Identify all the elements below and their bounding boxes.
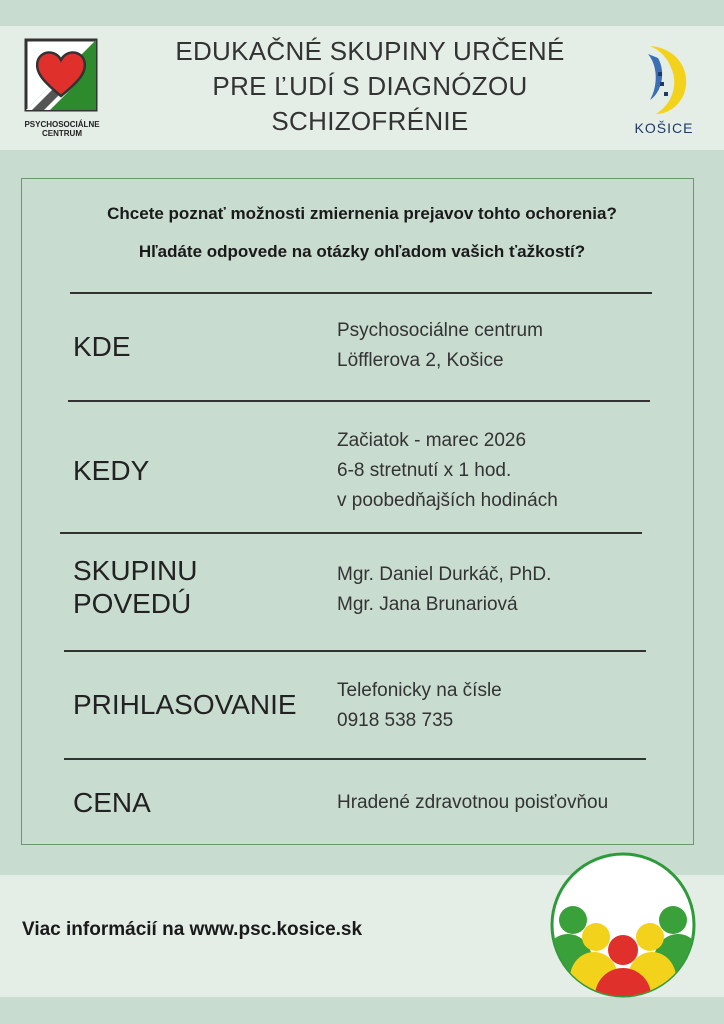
value-line: Telefonicky na čísle <box>337 680 502 701</box>
label-line: CENA <box>73 787 151 818</box>
logo-right-caption: KOŠICE <box>634 120 694 136</box>
header-band <box>0 26 724 150</box>
label-line: KDE <box>73 331 131 362</box>
row-value-cena <box>337 788 608 818</box>
intro-question: Hľadáte odpovede na otázky ohľadom vašich ťažkostí? <box>138 242 586 261</box>
group-people-logo <box>548 850 698 1005</box>
label-line: SKUPINU <box>73 555 198 586</box>
divider <box>64 758 646 760</box>
value-line: Mgr. Daniel Durkáč, PhD. <box>337 564 552 585</box>
intro-question: Chcete poznať možnosti zmiernenia prejavov tohto ochorenia? <box>107 204 617 223</box>
heart-logo-icon <box>24 38 100 120</box>
row-value-kedy <box>337 426 558 516</box>
row-label-cena <box>73 786 151 819</box>
row-label-kedy <box>73 454 149 487</box>
divider <box>70 292 652 294</box>
value-line: Začiatok - marec 2026 <box>337 430 527 451</box>
value-line: 6-8 stretnutí x 1 hod. <box>337 460 512 481</box>
row-label-prihlasovanie <box>73 688 297 721</box>
logo-caption-line: PSYCHOSOCIÁLNE <box>24 120 100 129</box>
kosice-logo <box>628 42 700 142</box>
title-line: SCHIZOFRÉNIE <box>271 106 469 136</box>
footer-band <box>0 875 724 997</box>
value-line: Hradené zdravotnou poisťovňou <box>337 792 609 813</box>
logo-caption-line: CENTRUM <box>42 129 82 138</box>
value-line: v poobedňajších hodinách <box>337 490 558 511</box>
row-label-skupinu-povedu <box>73 554 197 620</box>
row-label-kde <box>73 330 131 363</box>
logo-left-caption <box>16 120 108 138</box>
title-line: PRE ĽUDÍ S DIAGNÓZOU <box>212 71 528 101</box>
label-line: KEDY <box>73 455 150 486</box>
divider <box>60 532 642 534</box>
value-line: Löfflerova 2, Košice <box>337 350 504 371</box>
row-value-skupinu-povedu <box>337 560 551 620</box>
value-line: 0918 538 735 <box>337 710 454 731</box>
divider <box>64 650 646 652</box>
group-people-icon <box>548 850 698 1000</box>
psychosocial-center-logo <box>24 38 100 142</box>
value-line: Mgr. Jana Brunariová <box>337 594 518 615</box>
label-line: POVEDÚ <box>73 588 192 619</box>
title-line: EDUKAČNÉ SKUPINY URČENÉ <box>175 36 565 66</box>
divider <box>68 400 650 402</box>
more-info-link-text[interactable]: Viac informácií na www.psc.kosice.sk <box>22 919 363 940</box>
kosice-moon-icon <box>628 42 700 118</box>
row-value-prihlasovanie <box>337 676 502 736</box>
page-title <box>150 34 590 139</box>
label-line: PRIHLASOVANIE <box>73 689 297 720</box>
row-value-kde <box>337 316 543 376</box>
value-line: Psychosociálne centrum <box>337 320 543 341</box>
